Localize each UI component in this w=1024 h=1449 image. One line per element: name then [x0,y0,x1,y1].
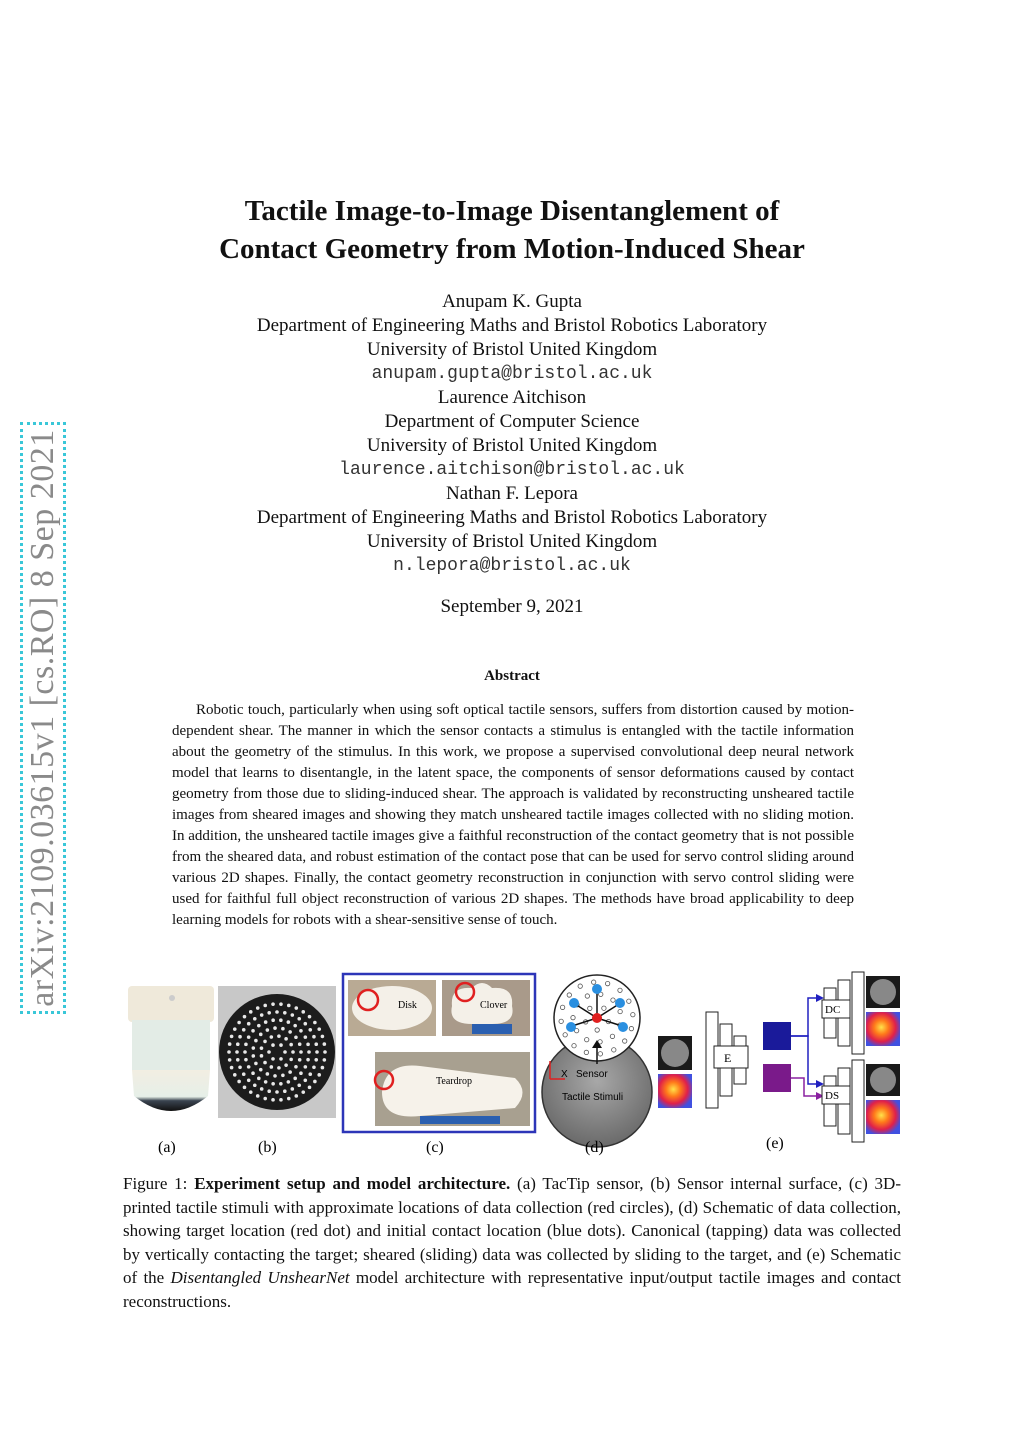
abstract-heading: Abstract [484,668,540,684]
panel-label-e: (e) [766,1135,784,1152]
sensor-pin [277,1066,281,1070]
sensor-pin [263,1004,267,1008]
sensor-pin [279,1057,283,1061]
sensor-pin [249,1010,253,1014]
sensor-pin [304,1065,308,1069]
sensor-pin [279,1082,283,1086]
sensor-pin [306,1058,310,1062]
sensor-pin [294,1006,298,1010]
sensor-pin [284,1063,288,1067]
axis-y-label: Y [547,1051,554,1062]
caption-text-2: model architecture with representative input/output tactile images and contact reconstructions. [123,1268,901,1311]
initial-contact-dot [569,998,579,1008]
sensor-pin [308,1028,312,1032]
teardrop-label: Teardrop [436,1076,472,1087]
sensor-pin [291,1050,295,1054]
tactile-stimuli-photos [343,974,535,1132]
sensor-pin [270,1065,274,1069]
sensor-pin [257,1077,261,1081]
sensor-pin [270,1035,274,1039]
sensor-pin [228,1042,232,1046]
encoder-block [706,1012,748,1108]
panel-label-d: (d) [585,1139,604,1156]
author-department: Department of Computer Science [384,411,640,432]
sensor-pin [279,1098,283,1102]
sensor-pin [281,1073,285,1077]
sensor-pin [308,1086,312,1090]
sensor-pin [233,1073,237,1077]
axis-x-label: X [561,1069,568,1080]
latent-shear-code [763,1064,791,1092]
clover-label: Clover [480,1000,508,1011]
sensor-pin [301,1010,305,1014]
sensor-pin [279,1002,283,1006]
sensor-pin [288,1030,292,1034]
paper-title [0,192,1024,268]
sensor-pin [299,1071,303,1075]
sensor-pin [298,1042,302,1046]
sensor-pin [312,1066,316,1070]
sensor-pin [267,1050,271,1054]
sensor-pin [260,1046,264,1050]
tactile-stimuli-label: Tactile Stimuli [562,1092,624,1103]
sensor-pin [256,1006,260,1010]
sensor-pin [243,1050,247,1054]
decoder-ds-label: DS [825,1090,840,1102]
sensor-pin [252,1054,256,1058]
sensor-pin [228,1058,232,1062]
title-line-2: Contact Geometry from Motion-Induced Shear [219,233,805,265]
sensor-pin [253,1083,257,1087]
sensor-pin [259,1068,263,1072]
author-name: Laurence Aitchison [437,387,587,408]
sensor-pin [294,1035,298,1039]
sensor-pin [323,1058,327,1062]
sensor-pin [291,1013,295,1017]
sensor-pin [283,1089,287,1093]
sensor-pin [263,1061,267,1065]
encoder-label: E [724,1051,732,1065]
sensor-pin [281,1027,285,1031]
author-email[interactable]: n.lepora@bristol.ac.uk [393,556,631,576]
sensor-pin [256,1094,260,1098]
sensor-pin [271,1098,275,1102]
initial-contact-dot [566,1022,576,1032]
sensor-pin [273,1074,277,1078]
sensor-pin [271,1018,275,1022]
sensor-pin [247,1035,251,1039]
sensor-pin [227,1050,231,1054]
sensor-pin [317,1027,321,1031]
abstract-text: Robotic touch, particularly when using soft optical tactile sensors, suffers from distortion caused by motion-dependent shear. The manner in which the sensor contacts a stimulus is entangled with the tactile information about the geometry of the stimulus. In this work, we propose a supervised convolutional deep neural network model that learns to disentangle, in the latent space, the components of sensor deformations caused by contact geometry from those due to sliding-induced shear. The approach is validated by reconstructing unsheared tactile images from sheared images and showing they match unsheared tactile images collected with no sliding motion. In addition, the unsheared tactile images give a faithful reconstruction of the contact geometry that is not possible from the sheared data, and robust estimation of the contact pose that can be used for servo control sliding around various 2D shapes. Finally, the contact geometry reconstruction in conjunction with servo control sliding were used for faithful full object reconstruction of various 2D shapes. The methods have broad applicability to deep learning models for robots with a shear-sensitive sense of touch. [172,702,854,928]
sensor-pin [315,1050,319,1054]
panel-label-b: (b) [258,1139,277,1156]
sensor-pin [251,1029,255,1033]
sensor-pin [289,1043,293,1047]
sensor-pin [287,1097,291,1101]
sensor-pin [275,1090,279,1094]
sensor-pin [303,1022,307,1026]
sensor-pin [247,1078,251,1082]
sensor-pin [247,1022,251,1026]
sensor-pin [321,1035,325,1039]
caption-bold-title: Experiment setup and model architecture. [194,1174,511,1193]
sensor-pin [294,1094,298,1098]
initial-contact-dot [615,998,625,1008]
sensor-pin [279,1018,283,1022]
sensor-pin [253,1017,257,1021]
sensor-pin [260,1013,264,1017]
sensor-pin [266,1072,270,1076]
disk-label: Disk [398,1000,417,1011]
sensor-pin [275,1010,279,1014]
panel-label-a: (a) [158,1139,176,1156]
caption-prefix: Figure 1: [123,1174,195,1193]
sensor-pin [271,1082,275,1086]
sensor-pin [308,1015,312,1019]
sensor-pin [312,1035,316,1039]
sensor-pin [247,1065,251,1069]
sensor-pin [257,1024,261,1028]
sensor-pin [267,1089,271,1093]
author-name: Nathan F. Lepora [446,483,578,504]
sensor-pin [288,1070,292,1074]
figure-1-graphic [120,966,910,1166]
author-department: Department of Engineering Maths and Bristol Robotics Laboratory [256,315,768,336]
sensor-pin [297,1083,301,1087]
sensor-pin [266,1028,270,1032]
author-university: University of Bristol United Kingdom [366,531,658,552]
sensor-pin [317,1073,321,1077]
panel-label-c: (c) [426,1139,444,1156]
sensor-pin [252,1046,256,1050]
sensor-pin [254,1062,258,1066]
sensor-pin [271,1002,275,1006]
decoder-dc-block [822,972,864,1054]
sensor-label: Sensor [576,1069,608,1080]
arxiv-identifier[interactable]: arXiv:2109.03615v1 [cs.RO] 8 Sep 2021 [24,429,61,1007]
sensor-pin [238,1035,242,1039]
latent-contact-code [763,1022,791,1050]
sensor-pin [263,1097,267,1101]
sensor-pin [243,1015,247,1019]
initial-contact-dot [618,1022,628,1032]
sensor-pin [299,1050,303,1054]
sensor-pin [242,1028,246,1032]
sensor-pin [264,1080,268,1084]
sensor-pin [313,1080,317,1084]
sensor-pin [254,1039,258,1043]
sensor-pin [287,1080,291,1084]
sensor-pin [313,1021,317,1025]
sensor-pin [314,1042,318,1046]
author-email[interactable]: laurence.aitchison@bristol.ac.uk [339,460,685,480]
sensor-pin [271,1043,275,1047]
sensor-pin [314,1058,318,1062]
sensor-pin [277,1034,281,1038]
author-department: Department of Engineering Maths and Bristol Robotics Laboratory [256,507,768,528]
sensor-pin [307,1050,311,1054]
sensor-pin [237,1080,241,1084]
sensor-pin [249,1090,253,1094]
sensor-pin [299,1029,303,1033]
sensor-pin [283,1050,287,1054]
sensor-pin [235,1050,239,1054]
author-email[interactable]: anupam.gupta@bristol.ac.uk [371,364,653,384]
sensor-pin [287,1020,291,1024]
sensor-pin [260,1054,264,1058]
title-line-1: Tactile Image-to-Image Disentanglement of [244,195,780,227]
sensor-pin [301,1090,305,1094]
sensor-pin [323,1050,327,1054]
sensor-pin [263,1040,267,1044]
sensor-pin [244,1058,248,1062]
sensor-pin [273,1026,277,1030]
sensor-pin [236,1042,240,1046]
sensor-pin [308,1072,312,1076]
sensor-pin [242,1072,246,1076]
sensor-pin [230,1066,234,1070]
sensor-pin [323,1042,327,1046]
caption-text-1: (a) TacTip sensor, (b) Sensor internal surface, (c) 3D-printed tactile stimuli with approximate locations of data collection (red circles), (d) Schematic of data collection, showing target location (red dot) and initial contact location (blue dots). Canonical (tapping) data was collected by vertically contacting the target; sheared (sliding) data was collected by sliding to the target, and (e) Schematic of the [123,1174,901,1287]
sensor-pin [283,1011,287,1015]
sensor-pin [236,1058,240,1062]
sensor-pin [238,1066,242,1070]
initial-contact-dot [592,984,602,994]
sensor-pin [233,1027,237,1031]
target-dot [592,1013,602,1023]
author-name: Anupam K. Gupta [442,291,582,312]
sensor-pin [321,1066,325,1070]
sensor-pin [267,1011,271,1015]
tactip-sensor-photo [128,986,214,1111]
sensor-pin [243,1086,247,1090]
sensor-pin [251,1071,255,1075]
sensor-pin [294,1065,298,1069]
sensor-pin [306,1043,310,1047]
paper-date: September 9, 2021 [440,596,584,617]
model-architecture-schematic [658,972,900,1142]
author-university: University of Bristol United Kingdom [366,339,658,360]
sensor-pin [230,1035,234,1039]
sensor-pin [284,1037,288,1041]
sensor-pin [291,1087,295,1091]
caption-model-name: Disentangled UnshearNet [170,1268,350,1287]
author-block [0,290,1024,578]
data-collection-schematic [542,975,652,1147]
sensor-pin [271,1057,275,1061]
sensor-pin [293,1077,297,1081]
sensor-pin [279,1043,283,1047]
sensor-pin [244,1043,248,1047]
sensor-pin [237,1021,241,1025]
figure-caption [123,1172,901,1313]
sensor-internal-surface-photo [218,986,336,1118]
author-university: University of Bristol United Kingdom [366,435,658,456]
sensor-pin [304,1035,308,1039]
figure-1 [120,966,910,1166]
sensor-pin [297,1017,301,1021]
sensor-pin [260,1087,264,1091]
sensor-pin [264,1020,268,1024]
sensor-pin [303,1078,307,1082]
sensor-pin [287,1004,291,1008]
sensor-pin [298,1058,302,1062]
sensor-pin [259,1033,263,1037]
sensor-pin [293,1024,297,1028]
decoder-dc-label: DC [825,1004,841,1016]
decoder-ds-block [822,1060,864,1142]
sensor-pin [289,1058,293,1062]
